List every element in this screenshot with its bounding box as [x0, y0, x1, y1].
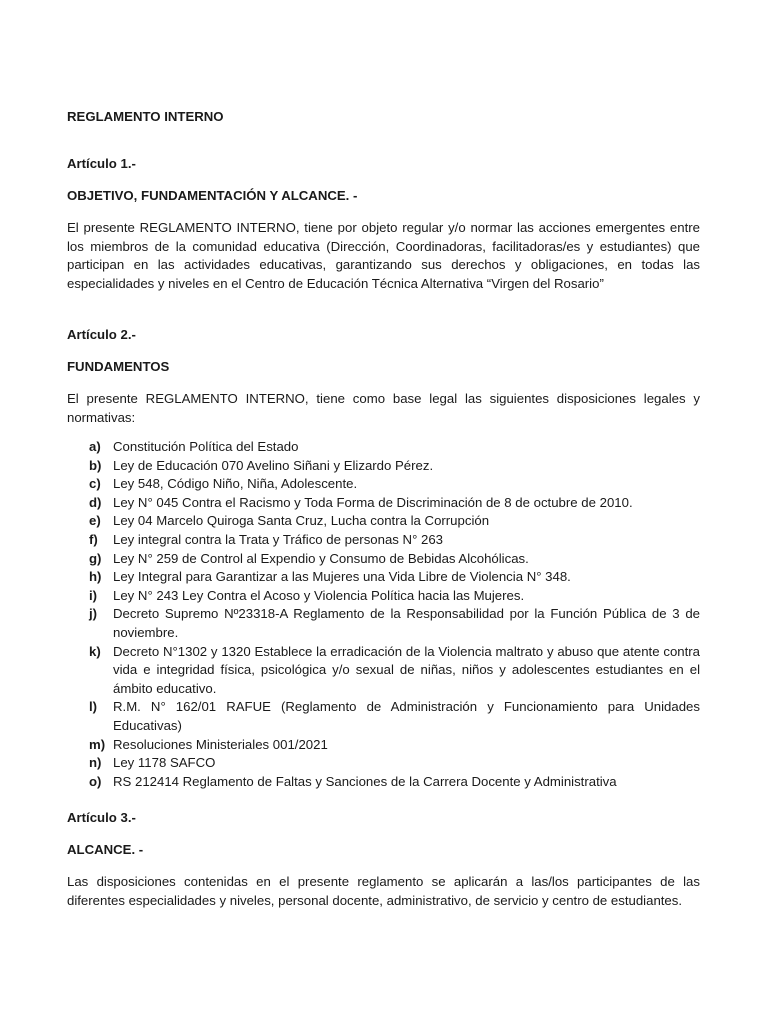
list-item-label: g) [89, 550, 102, 566]
list-item-text: Decreto Supremo Nº23318-A Reglamento de la Responsabilidad por la Función Pública de 3 de noviembre. [113, 606, 700, 640]
list-item-text: Resoluciones Ministeriales 001/2021 [113, 736, 328, 752]
list-item-label: a) [89, 439, 101, 454]
list-item [67, 494, 700, 513]
list-item-text: Ley de Educación 070 Avelino Siñani y Elizardo Pérez. [113, 457, 434, 473]
list-item [67, 550, 700, 569]
list-item-label: m) [89, 736, 106, 752]
list-item [67, 475, 700, 494]
list-item [67, 643, 700, 699]
list-item-text: Ley 548, Código Niño, Niña, Adolescente. [113, 476, 358, 492]
article-3-paragraph: Las disposiciones contenidas en el presente reglamento se aplicarán a las/los participantes de las diferentes especialidades y niveles, personal docente, administrativo, de servicio y centro de estudiantes. [67, 874, 700, 908]
list-item-label: b) [89, 457, 102, 473]
article-1-paragraph: El presente REGLAMENTO INTERNO, tiene por objeto regular y/o normar las acciones emergentes entre los miembros de la comunidad educativa (Dirección, Coordinadoras, facilitadoras/es y estudiantes) que participan en las actividades educativas, garantizando sus derechos y obligaciones, en todas las especialidades y niveles en el Centro de Educación Técnica Alternativa “Virgen del Rosario” [67, 220, 700, 291]
list-item [67, 773, 700, 792]
list-item-text: Ley N° 243 Ley Contra el Acoso y Violencia Política hacia las Mujeres. [113, 587, 525, 603]
article-2-heading: Artículo 2.- [67, 327, 136, 342]
list-item [67, 531, 700, 550]
list-item [67, 587, 700, 606]
list-item-label: o) [89, 773, 102, 789]
list-item-text: Ley 1178 SAFCO [113, 755, 216, 771]
article-3-heading: Artículo 3.- [67, 810, 136, 825]
article-1-heading: Artículo 1.- [67, 156, 136, 171]
list-item-text: Ley integral contra la Trata y Tráfico de personas N° 263 [113, 531, 444, 547]
list-item-label: n) [89, 755, 102, 771]
list-item-label: f) [89, 531, 98, 547]
list-item [67, 438, 700, 457]
list-item [67, 736, 700, 755]
list-item-text: Decreto N°1302 y 1320 Establece la erradicación de la Violencia maltrato y abuso que atente contra vida e integridad física, psicológica y/o sexual de niñas, niños y adolescentes estudiantes en el ámbito educativo. [113, 643, 700, 696]
list-item [67, 605, 700, 642]
article-2-subheading: FUNDAMENTOS [67, 359, 170, 374]
list-item [67, 457, 700, 476]
list-item-text: R.M. N° 162/01 RAFUE (Reglamento de Administración y Funcionamiento para Unidades Educativas) [113, 699, 700, 733]
list-item-label: i) [89, 587, 98, 603]
list-item-label: l) [89, 699, 98, 715]
list-item-text: Ley N° 259 de Control al Expendio y Consumo de Bebidas Alcohólicas. [113, 550, 529, 566]
list-item [67, 568, 700, 587]
list-item-text: Ley N° 045 Contra el Racismo y Toda Forma de Discriminación de 8 de octubre de 2010. [113, 494, 633, 510]
list-item-label: j) [89, 606, 98, 622]
list-item-label: d) [89, 494, 102, 510]
list-item-text: Ley 04 Marcelo Quiroga Santa Cruz, Lucha contra la Corrupción [113, 513, 490, 529]
legal-basis-list [67, 438, 700, 791]
document-title: REGLAMENTO INTERNO [67, 109, 224, 124]
list-item [67, 754, 700, 773]
list-item-label: k) [89, 643, 101, 659]
article-3-subheading: ALCANCE. - [67, 842, 144, 857]
article-1-subheading: OBJETIVO, FUNDAMENTACIÓN Y ALCANCE. - [67, 188, 358, 203]
list-item [67, 512, 700, 531]
list-item-label: e) [89, 513, 101, 529]
list-item-label: c) [89, 476, 101, 492]
list-item-text: Constitución Política del Estado [113, 439, 299, 454]
list-item-label: h) [89, 569, 102, 585]
list-item [67, 698, 700, 735]
list-item-text: Ley Integral para Garantizar a las Mujeres una Vida Libre de Violencia N° 348. [113, 569, 571, 585]
list-item-text: RS 212414 Reglamento de Faltas y Sanciones de la Carrera Docente y Administrativa [113, 773, 617, 789]
article-2-paragraph: El presente REGLAMENTO INTERNO, tiene como base legal las siguientes disposiciones legales y normativas: [67, 391, 700, 425]
